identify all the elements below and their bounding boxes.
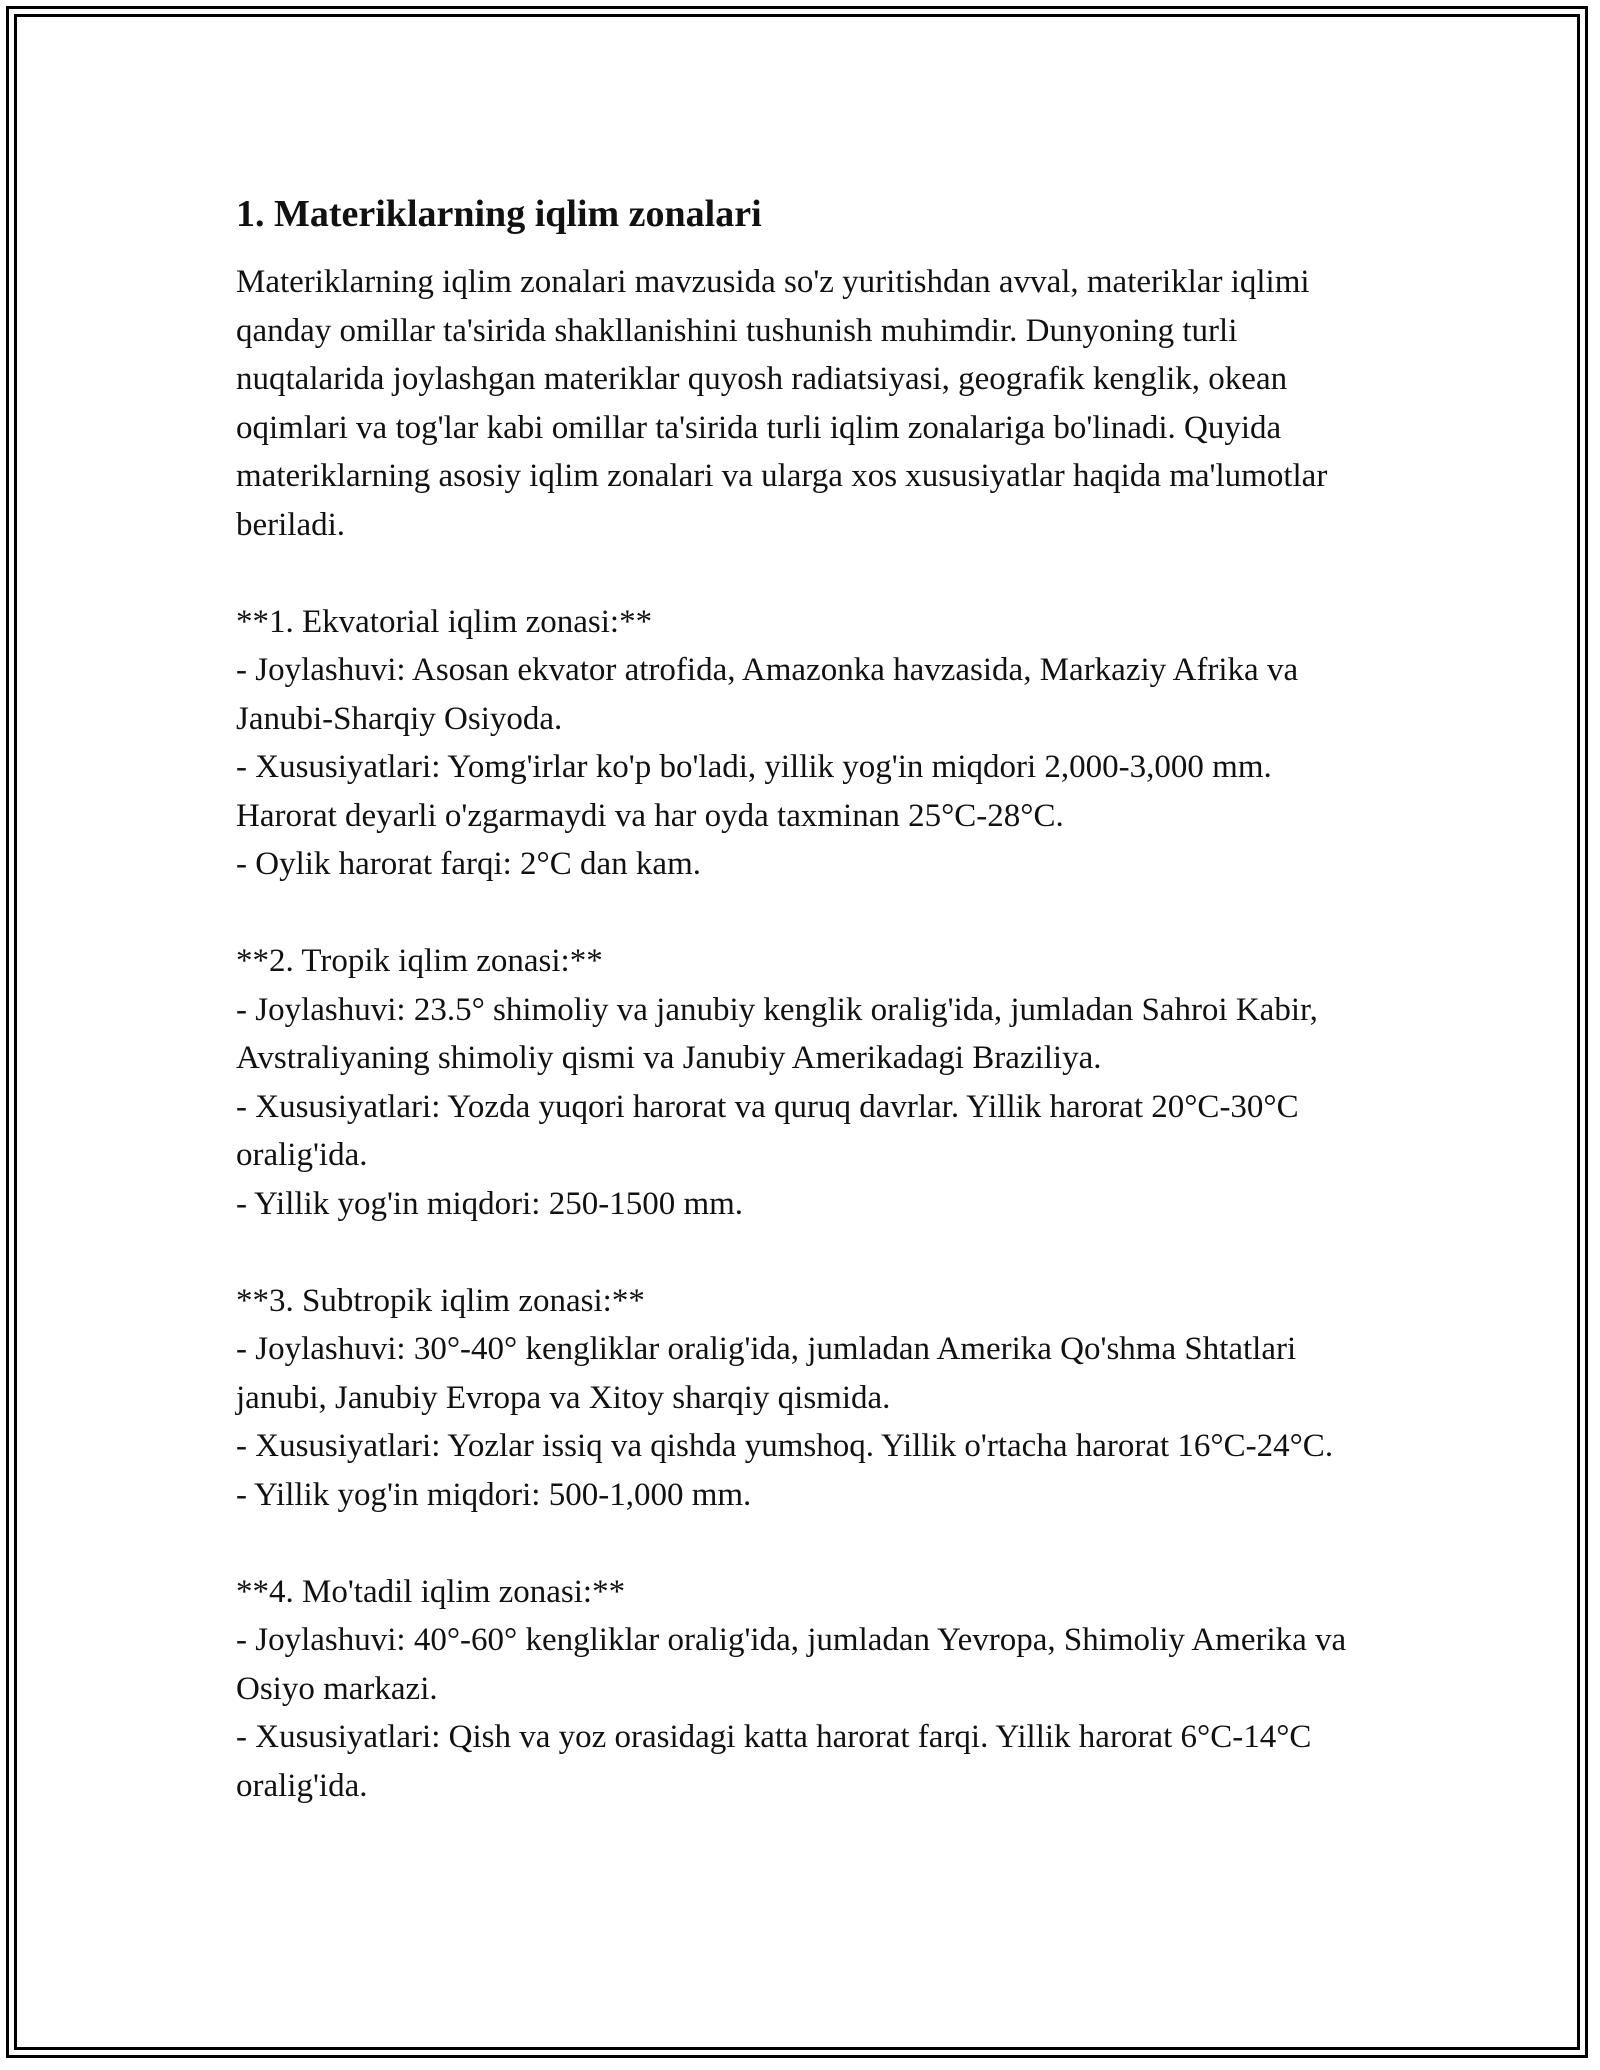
zone-location-line: - Joylashuvi: 23.5° shimoliy va janubiy kenglik oralig'ida, jumladan Sahroi Kabir, Avstraliyaning shimoliy qismi va Janubiy Amerikadagi Braziliya. — [236, 991, 1318, 1076]
zone-features-line: - Xususiyatlari: Yozda yuqori harorat va quruq davrlar. Yillik harorat 20°C-30°C oralig'ida. — [236, 1088, 1299, 1173]
zone-title: **4. Mo'tadil iqlim zonasi:** — [236, 1573, 626, 1610]
document-body — [236, 186, 1356, 1810]
zone-equatorial — [236, 598, 1356, 889]
zone-features-line: - Xususiyatlari: Yomg'irlar ko'p bo'ladi, yillik yog'in miqdori 2,000-3,000 mm. Harorat deyarli o'zgarmaydi va har oyda taxminan 25°C-28°C. — [236, 749, 1272, 834]
intro-paragraph: Materiklarning iqlim zonalari mavzusida so'z yuritishdan avval, materiklar iqlimi qanday omillar ta'sirida shakllanishini tushunish muhimdir. Dunyoning turli nuqtalarida joylashgan materiklar quyosh radiatsiyasi, geografik kenglik, okean oqimlari va tog'lar kabi omillar ta'sirida turli iqlim zonalariga bo'linadi. Quyida materiklarning asosiy iqlim zonalari va ularga xos xususiyatlar haqida ma'lumotlar beriladi. — [236, 264, 1328, 543]
zone-extra-line: - Oylik harorat farqi: 2°C dan kam. — [236, 846, 701, 882]
zone-features-line: - Xususiyatlari: Qish va yoz orasidagi katta harorat farqi. Yillik harorat 6°C-14°C oralig'ida. — [236, 1719, 1312, 1804]
zone-temperate — [236, 1568, 1356, 1811]
zone-title: **1. Ekvatorial iqlim zonasi:** — [236, 603, 653, 640]
zone-location-line: - Joylashuvi: Asosan ekvator atrofida, Amazonka havzasida, Markaziy Afrika va Janubi-Sharqiy Osiyoda. — [236, 652, 1299, 737]
zone-title: **2. Tropik iqlim zonasi:** — [236, 943, 603, 979]
zone-location-line: - Joylashuvi: 30°-40° kengliklar oralig'ida, jumladan Amerika Qo'shma Shtatlari janubi, Janubiy Evropa va Xitoy sharqiy qismida. — [236, 1331, 1297, 1416]
zone-subtropical — [236, 1277, 1356, 1520]
zone-extra-line: - Yillik yog'in miqdori: 250-1500 mm. — [236, 1185, 744, 1222]
zone-features-line: - Xususiyatlari: Yozlar issiq va qishda yumshoq. Yillik o'rtacha harorat 16°C-24°C. — [236, 1428, 1334, 1464]
zone-tropical — [236, 937, 1356, 1228]
zone-title: **3. Subtropik iqlim zonasi:** — [236, 1282, 645, 1319]
zone-location-line: - Joylashuvi: 40°-60° kengliklar oralig'ida, jumladan Yevropa, Shimoliy Amerika va Osiyo markazi. — [236, 1622, 1347, 1707]
zone-extra-line: - Yillik yog'in miqdori: 500-1,000 mm. — [236, 1476, 752, 1513]
document-heading: 1. Materiklarning iqlim zonalari — [236, 193, 762, 235]
